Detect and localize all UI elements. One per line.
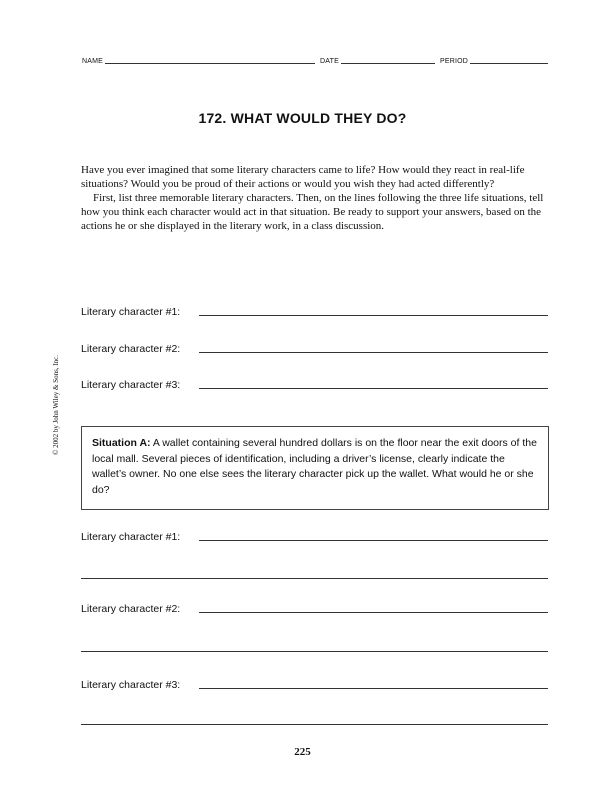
- character-1-row: [81, 306, 548, 318]
- instructions: [81, 163, 551, 233]
- response-2-field[interactable]: [199, 612, 548, 613]
- name-field[interactable]: [105, 63, 315, 64]
- response-1-label: Literary character #1:: [81, 531, 181, 543]
- period-label: PERIOD: [439, 58, 469, 65]
- response-1-extra-line[interactable]: [81, 578, 548, 579]
- character-3-row: [81, 379, 548, 391]
- intro-paragraph-2: First, list three memorable literary characters. Then, on the lines following the three life situations, tell how you think each character would act in that situation. Be ready to support your answers, based on the actions he or she displayed in the literary work, in a class discussion.: [81, 192, 544, 232]
- date-field[interactable]: [341, 63, 435, 64]
- character-2-label: Literary character #2:: [81, 343, 181, 355]
- name-label: NAME: [82, 58, 104, 65]
- response-2-row: [81, 603, 548, 615]
- response-1-field[interactable]: [199, 540, 548, 541]
- date-label: DATE: [320, 58, 339, 65]
- page-number: 225: [294, 746, 311, 758]
- response-3-field[interactable]: [199, 688, 548, 689]
- response-3-extra-line[interactable]: [81, 724, 548, 725]
- situation-a-box: [81, 426, 549, 510]
- page-title: 172. WHAT WOULD THEY DO?: [198, 110, 407, 126]
- situation-label: Situation A:: [92, 437, 151, 449]
- period-field[interactable]: [470, 63, 548, 64]
- character-2-row: [81, 343, 548, 355]
- response-1-row: [81, 531, 548, 543]
- response-3-row: [81, 679, 548, 691]
- character-1-field[interactable]: [199, 315, 548, 316]
- character-2-field[interactable]: [199, 352, 548, 353]
- response-2-label: Literary character #2:: [81, 603, 181, 615]
- character-3-field[interactable]: [199, 388, 548, 389]
- response-2-extra-line[interactable]: [81, 651, 548, 652]
- student-info-header: [82, 53, 548, 65]
- character-1-label: Literary character #1:: [81, 306, 181, 318]
- intro-paragraph-1: Have you ever imagined that some literary characters came to life? How would they react in real-life situations? Would you be proud of their actions or would you wish they had acted differently?: [81, 164, 525, 190]
- copyright-notice: © 2002 by John Wiley & Sons, Inc.: [52, 355, 60, 455]
- response-3-label: Literary character #3:: [81, 679, 181, 691]
- character-3-label: Literary character #3:: [81, 379, 181, 391]
- situation-text: A wallet containing several hundred dollars is on the floor near the exit doors of the local mall. Several pieces of identification, including a driver’s license, clearly indicate the wallet’s owner. No one else sees the literary character pick up the wallet. What would he or she do?: [92, 437, 537, 496]
